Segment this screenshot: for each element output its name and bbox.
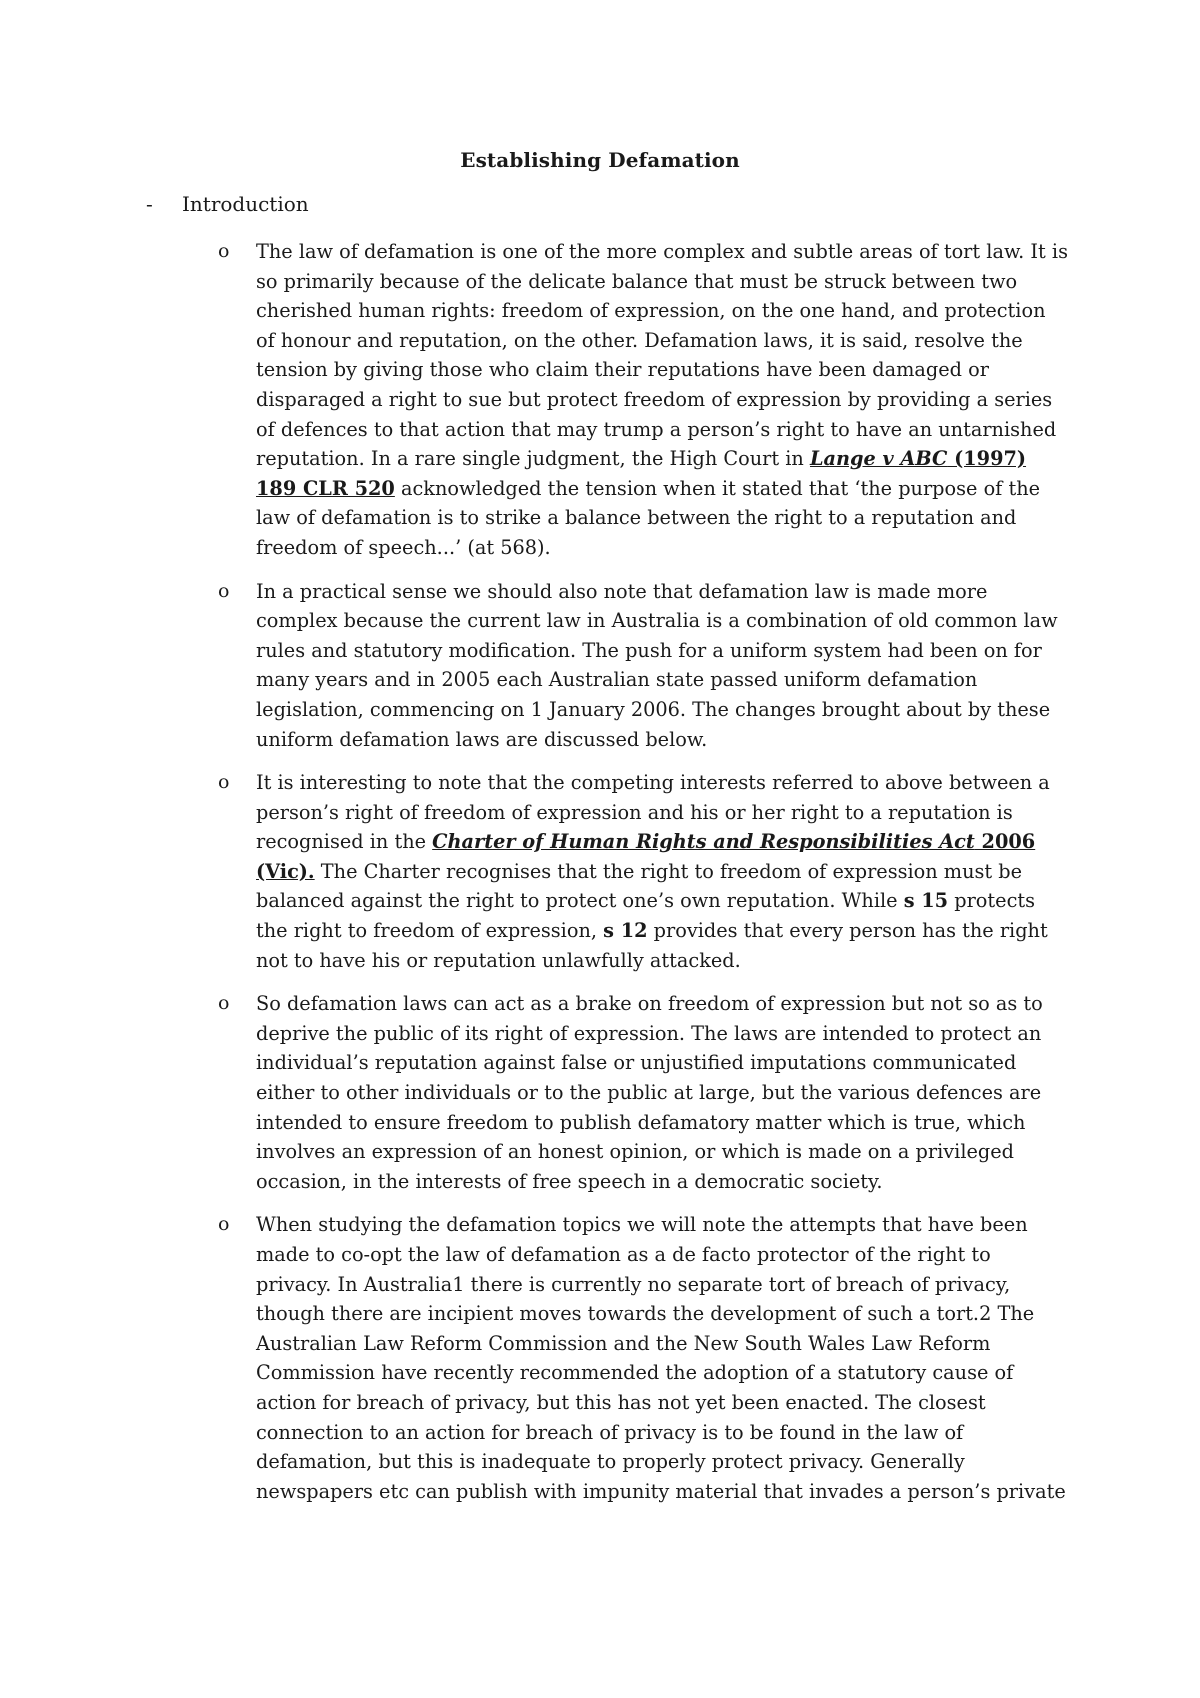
paragraph-3-text-c: protects the right to freedom of expression, xyxy=(256,889,1036,943)
paragraph-2 xyxy=(218,577,1068,755)
paragraph-3 xyxy=(218,768,1068,975)
bullet-marker: o xyxy=(218,579,230,602)
section-ref-s15: s 15 xyxy=(903,889,949,913)
paragraph-1-text-a: The law of defamation is one of the more complex and subtle areas of tort law. It is so primarily because of the delicate balance that must be struck between two cherished human rights: freedom of expression, on the one hand, and protection of honour and reputation, on the other. Defamation laws, it is said, resolve the tension by giving those who claim their reputations have been damaged or disparaged a right to sue but protect freedom of expression by providing a series of defences to that action that may trump a person’s right to have an untarnished reputation. In a rare single judgment, the High Court in xyxy=(256,240,1068,471)
bullet-marker: o xyxy=(218,771,230,794)
paragraph-3-text-d: provides that every person has the right not to have his or reputation unlawfully attacked. xyxy=(256,919,1048,972)
act-name-charter: Charter of Human Rights and Responsibilities Act xyxy=(432,830,975,854)
paragraph-5 xyxy=(218,1210,1068,1506)
document-title: Establishing Defamation xyxy=(460,148,740,172)
case-citation-lange: (1997) 189 CLR 520 xyxy=(256,447,1027,500)
bullet-marker: o xyxy=(218,1213,230,1236)
bullet-list xyxy=(218,237,1068,1520)
paragraph-3-text-b: The Charter recognises that the right to freedom of expression must be balanced against the right to protect one’s own reputation. While xyxy=(256,859,1023,913)
bullet-marker: o xyxy=(218,992,230,1015)
act-year-charter: 2006 (Vic). xyxy=(256,830,1036,883)
paragraph-5-text: When studying the defamation topics we will note the attempts that have been made to co-opt the law of defamation as a de facto protector of the right to privacy. In Australia1 there is currently no separate tort of breach of privacy, though there are incipient moves towards the development of such a tort.2 The Australian Law Reform Commission and the New South Wales Law Reform Commission have recently recommended the adoption of a statutory cause of action for breach of privacy, but this has not yet been enacted. The closest connection to an action for breach of privacy is to be found in the law of defamation, but this is inadequate to properly protect privacy. Generally newspapers etc can publish with impunity material that invades a person’s private xyxy=(256,1213,1066,1503)
paragraph-4-text: So defamation laws can act as a brake on freedom of expression but not so as to deprive the public of its right of expression. The laws are intended to protect an individual’s reputation against false or unjustified imputations communicated either to other individuals or to the public at large, but the various defences are intended to ensure freedom to publish defamatory matter which is true, which involves an expression of an honest opinion, or which is made on a privileged occasion, in the interests of free speech in a democratic society. xyxy=(256,992,1043,1193)
paragraph-1 xyxy=(218,237,1068,563)
section-ref-s12: s 12 xyxy=(603,919,648,943)
paragraph-3-text-a: It is interesting to note that the competing interests referred to above between a person’s right of freedom of expression and his or her right to a reputation is recognised in the xyxy=(256,771,1050,854)
section-heading: Introduction xyxy=(182,192,309,216)
section-dash-marker: - xyxy=(146,192,153,216)
paragraph-2-text: In a practical sense we should also note that defamation law is made more complex because the current law in Australia is a combination of old common law rules and statutory modification. The push for a uniform system had been on for many years and in 2005 each Australian state passed uniform defamation legislation, commencing on 1 January 2006. The changes brought about by these uniform defamation laws are discussed below. xyxy=(256,579,1058,751)
paragraph-1-text-b: acknowledged the tension when it stated that ‘the purpose of the law of defamation is to strike a balance between the right to a reputation and freedom of speech...’ (at 568). xyxy=(256,476,1041,559)
bullet-marker: o xyxy=(218,240,230,262)
case-name-lange: Lange v ABC xyxy=(809,447,948,471)
paragraph-4 xyxy=(218,989,1068,1196)
